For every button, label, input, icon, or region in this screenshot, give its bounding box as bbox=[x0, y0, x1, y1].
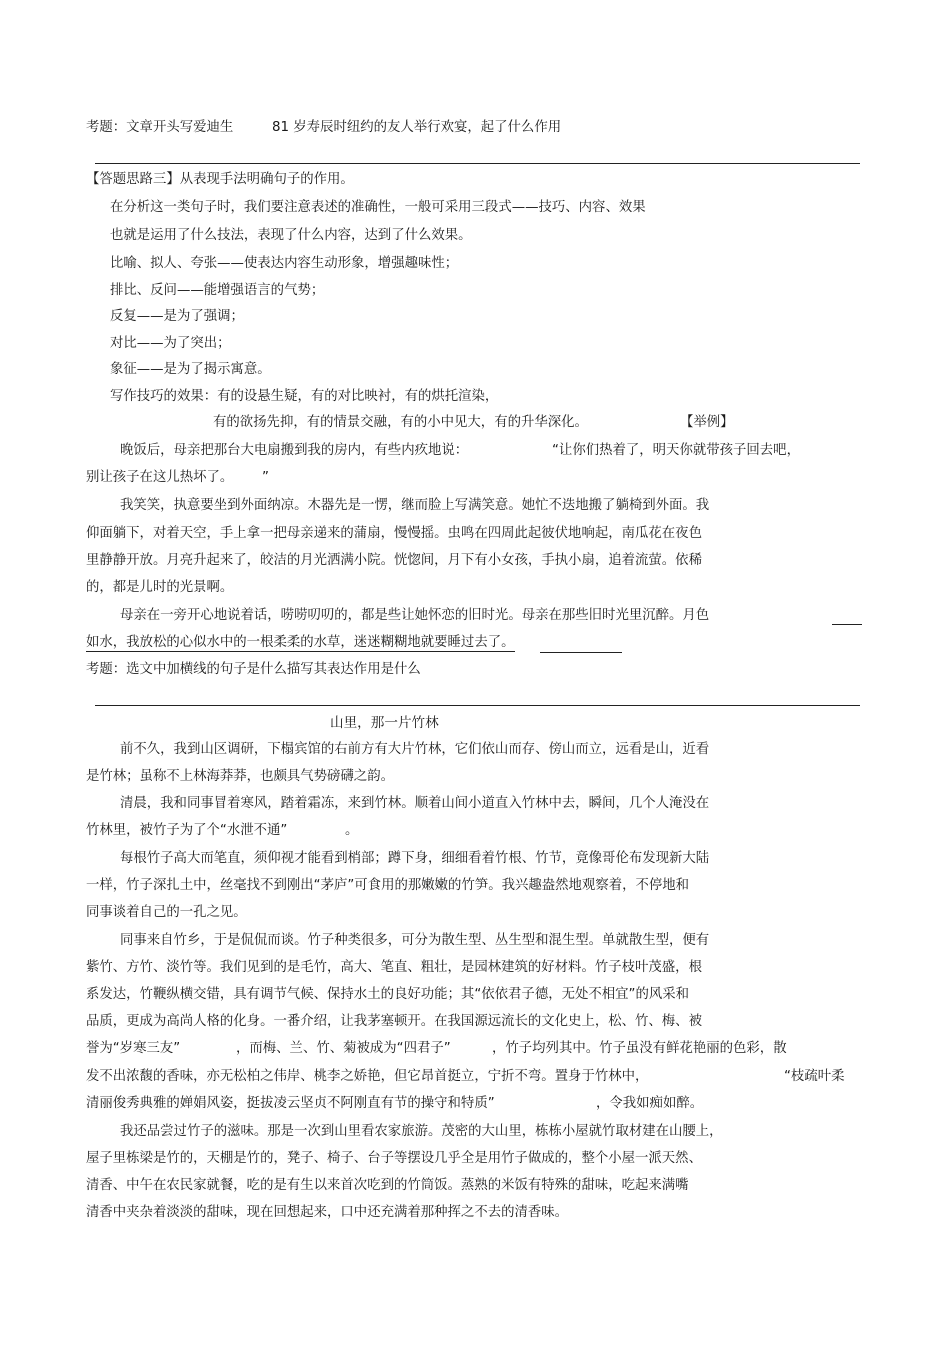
section-3-line: 有的欲扬先抑，有的情景交融，有的小中见大，有的升华深化。 bbox=[213, 415, 588, 430]
article-line: 屋子里栋梁是竹的，天棚是竹的，凳子、椅子、台子等摆设几乎全是用竹子做成的，整个小屋一派天然、 bbox=[86, 1151, 702, 1166]
article-line: 每根竹子高大而笔直，须仰视才能看到梢部；蹲下身，细细看着竹根、竹节，竟像哥伦布发现新大陆 bbox=[120, 851, 710, 866]
article-line: ，而梅、兰、竹、菊被成为“四君子” bbox=[236, 1041, 451, 1056]
example-paragraph-line: 里静静开放。月亮升起来了，皎洁的月光洒满小院。恍惚间，月下有小女孩，手执小扇，追着流萤。依稀 bbox=[86, 553, 702, 568]
underline-mark bbox=[832, 624, 862, 625]
article-line: 竹林里，被竹子为了个“水泄不通” bbox=[86, 823, 288, 838]
question-2: 考题：选文中加横线的句子是什么描写其表达作用是什么 bbox=[86, 662, 421, 677]
article-line: 。 bbox=[345, 823, 359, 838]
article-line: 是竹林；虽称不上林海莽莽，也颇具气势磅礴之韵。 bbox=[86, 769, 394, 784]
example-label: 【举例】 bbox=[680, 415, 734, 430]
article-line: 发不出浓馥的香味，亦无松柏之伟岸、桃李之娇艳，但它昂首挺立，宁折不弯。置身于竹林中， bbox=[86, 1069, 649, 1084]
example-paragraph-line: 的，都是儿时的光景啊。 bbox=[86, 580, 234, 595]
example-paragraph-line: 母亲在一旁开心地说着话，唠唠叨叨的，都是些让她怀恋的旧时光。母亲在那些旧时光里沉醉。月色 bbox=[120, 608, 710, 623]
section-3-heading: 【答题思路三】从表现手法明确句子的作用。 bbox=[86, 172, 354, 187]
example-paragraph-line: ” bbox=[262, 470, 269, 485]
section-3-line: 象征——是为了揭示寓意。 bbox=[110, 362, 271, 377]
article-line: 同事来自竹乡，于是侃侃而谈。竹子种类很多，可分为散生型、丛生型和混生型。单就散生型，便有 bbox=[120, 933, 710, 948]
section-3-line: 写作技巧的效果：有的设悬生疑，有的对比映衬，有的烘托渲染， bbox=[110, 389, 499, 404]
article-line: 清晨，我和同事冒着寒风，踏着霜冻，来到竹林。顺着山间小道直入竹林中去，瞬间，几个人淹没在 bbox=[120, 796, 710, 811]
section-3-line: 反复——是为了强调； bbox=[110, 309, 244, 324]
article-line: 同事谈着自己的一孔之见。 bbox=[86, 905, 247, 920]
article-title: 山里，那一片竹林 bbox=[330, 715, 439, 731]
article-line: 系发达，竹鞭纵横交错，具有调节气候、保持水土的良好功能；其“依依君子德，无处不相宜”的风采和 bbox=[86, 987, 690, 1002]
section-3-line: 比喻、拟人、夸张——使表达内容生动形象，增强趣味性； bbox=[110, 256, 459, 271]
article-line: 前不久，我到山区调研，下榻宾馆的右前方有大片竹林，它们依山而存、傍山而立，远看是山，近看 bbox=[120, 742, 710, 757]
article-line: 清香中夹杂着淡淡的甜味，现在回想起来，口中还充满着那种挥之不去的清香味。 bbox=[86, 1205, 569, 1220]
article-line: ，竹子均列其中。竹子虽没有鲜花艳丽的色彩，散 bbox=[492, 1041, 787, 1056]
underline-extension bbox=[540, 652, 622, 653]
article-line: 紫竹、方竹、淡竹等。我们见到的是毛竹，高大、笔直、粗壮，是园林建筑的好材料。竹子枝叶茂盛，根 bbox=[86, 960, 702, 975]
article-line: 一样，竹子深扎土中，丝毫找不到刚出“茅庐”可食用的那嫩嫩的竹笋。我兴趣盎然地观察着，不停地和 bbox=[86, 878, 690, 893]
article-line: “枝疏叶柔 bbox=[784, 1069, 845, 1084]
article-line: 品质，更成为高尚人格的化身。一番介绍，让我茅塞顿开。在我国源远流长的文化史上，松、竹、梅、被 bbox=[86, 1014, 702, 1029]
divider-1 bbox=[95, 163, 860, 164]
example-paragraph-line: 我笑笑，执意要坐到外面纳凉。木器先是一愣，继而脸上写满笑意。她忙不迭地搬了躺椅到外面。我 bbox=[120, 498, 710, 513]
section-3-line: 也就是运用了什么技法，表现了什么内容，达到了什么效果。 bbox=[110, 228, 472, 243]
example-paragraph-line: 仰面躺下，对着天空，手上拿一把母亲递来的蒲扇，慢慢摇。虫鸣在四周此起彼伏地响起，南瓜花在夜色 bbox=[86, 526, 702, 541]
article-line: 清丽俊秀典雅的婵娟风姿，挺拔凌云坚贞不阿刚直有节的操守和特质” bbox=[86, 1096, 495, 1111]
question-1-part-b: 81 岁寿辰时纽约的友人举行欢宴，起了什么作用 bbox=[272, 120, 562, 135]
section-3-line: 排比、反问——能增强语言的气势； bbox=[110, 283, 325, 298]
section-3-line: 在分析这一类句子时，我们要注意表述的准确性，一般可采用三段式——技巧、内容、效果 bbox=[110, 200, 646, 215]
underlined-sentence: 如水，我放松的心似水中的一根柔柔的水草，迷迷糊糊地就要睡过去了。 bbox=[86, 635, 515, 650]
article-line: 我还品尝过竹子的滋味。那是一次到山里看农家旅游。茂密的大山里，栋栋小屋就竹取材建在山腰上， bbox=[120, 1124, 723, 1139]
article-line: 清香、中午在农民家就餐，吃的是有生以来首次吃到的竹筒饭。蒸熟的米饭有特殊的甜味，吃起来满嘴 bbox=[86, 1178, 689, 1193]
article-line: 誉为“岁寒三友” bbox=[86, 1041, 181, 1056]
article-line: ，令我如痴如醉。 bbox=[596, 1096, 704, 1111]
divider-2 bbox=[95, 705, 860, 706]
question-1-part-a: 考题：文章开头写爱迪生 bbox=[86, 120, 234, 135]
example-paragraph-line: 晚饭后，母亲把那台大电扇搬到我的房内，有些内疚地说： bbox=[120, 443, 469, 458]
example-paragraph-line: “让你们热着了，明天你就带孩子回去吧， bbox=[552, 443, 800, 458]
example-paragraph-line: 别让孩子在这儿热坏了。 bbox=[86, 470, 234, 485]
section-3-line: 对比——为了突出； bbox=[110, 336, 231, 351]
